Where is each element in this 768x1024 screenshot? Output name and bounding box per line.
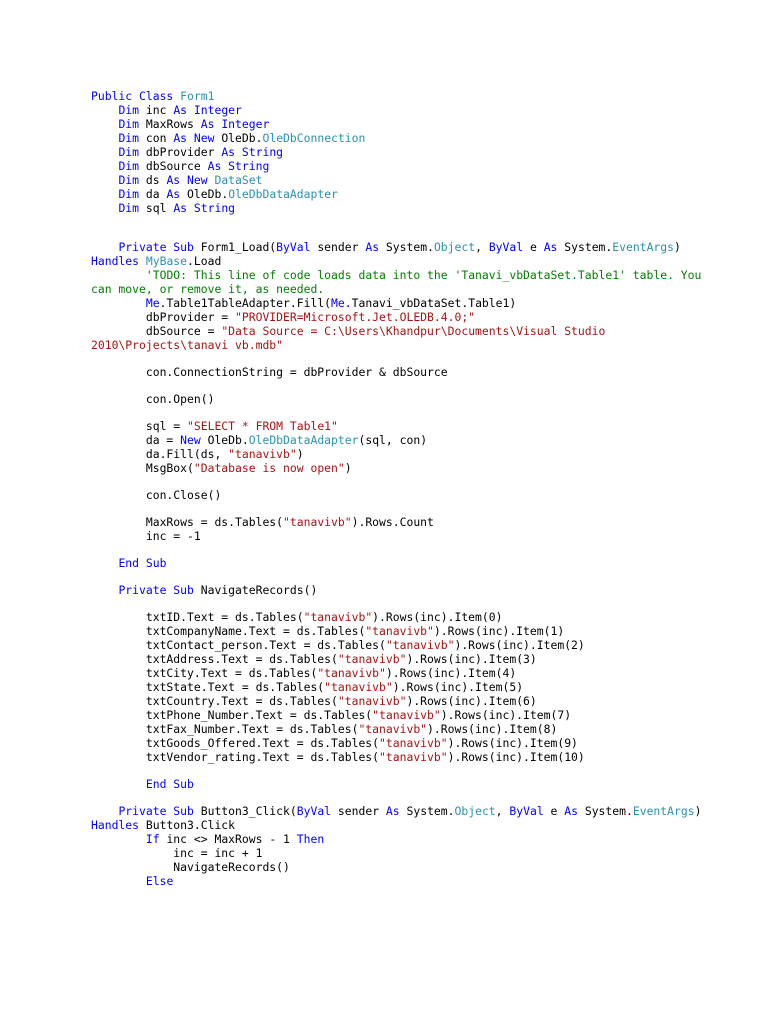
code-text: e xyxy=(543,804,565,818)
code-text: System. xyxy=(399,804,455,818)
code-keyword: As xyxy=(365,240,380,254)
code-type: Object xyxy=(454,804,496,818)
code-text: ).Rows(inc).Item(8) xyxy=(427,722,558,736)
code-text: Button3_Click( xyxy=(193,804,297,818)
code-text: txtFax_Number.Text = ds.Tables( xyxy=(91,722,359,736)
code-keyword: As String xyxy=(173,201,236,215)
code-text xyxy=(91,131,118,145)
code-line xyxy=(91,638,691,652)
code-line xyxy=(91,392,691,406)
code-line xyxy=(91,736,691,750)
code-string: 2010\Projects\tanavi vb.mdb" xyxy=(91,338,284,352)
code-text: .Table1TableAdapter.Fill( xyxy=(159,296,332,310)
code-keyword: Dim xyxy=(118,145,140,159)
code-type: EventArgs xyxy=(632,804,695,818)
code-text: con.ConnectionString = dbProvider & dbSource xyxy=(91,365,448,379)
code-line xyxy=(91,254,691,268)
code-text: da = xyxy=(91,433,181,447)
code-keyword: As xyxy=(543,240,558,254)
code-line xyxy=(91,529,691,543)
code-line xyxy=(91,583,691,597)
code-text xyxy=(91,874,146,888)
code-text: ) xyxy=(344,461,352,475)
code-keyword: ByVal xyxy=(276,240,311,254)
code-line xyxy=(91,201,691,215)
code-keyword: Private Sub xyxy=(118,804,194,818)
code-keyword: Dim xyxy=(118,187,140,201)
code-comment: 'TODO: This line of code loads data into the 'Tanavi_vbDataSet.Table1' table. You xyxy=(145,268,702,282)
code-type: EventArgs xyxy=(612,240,675,254)
code-line xyxy=(91,365,691,379)
code-comment: can move, or remove it, as needed. xyxy=(91,282,325,296)
code-line xyxy=(91,750,691,764)
code-text: txtGoods_Offered.Text = ds.Tables( xyxy=(91,736,380,750)
code-keyword: ByVal xyxy=(488,240,524,254)
code-text: dbProvider = xyxy=(91,310,236,324)
code-text xyxy=(91,777,146,791)
code-keyword: As xyxy=(166,187,181,201)
code-text: txtCountry.Text = ds.Tables( xyxy=(91,694,338,708)
code-text: sql xyxy=(139,201,174,215)
code-text xyxy=(91,173,118,187)
code-text: txtPhone_Number.Text = ds.Tables( xyxy=(91,708,373,722)
code-string: "tanavivb" xyxy=(358,722,428,736)
code-string: "SELECT * FROM Table1" xyxy=(187,419,338,433)
code-line xyxy=(91,103,691,117)
code-line xyxy=(91,846,691,860)
code-line xyxy=(91,282,691,296)
code-text: OleDb. xyxy=(180,187,229,201)
code-type: OleDbDataAdapter xyxy=(228,187,338,201)
code-type: MyBase xyxy=(145,254,188,268)
code-keyword: Dim xyxy=(118,131,140,145)
code-document xyxy=(91,89,702,888)
code-text: OleDb. xyxy=(200,433,249,447)
code-string: "tanavivb" xyxy=(372,708,441,722)
code-text: System. xyxy=(577,804,633,818)
code-text: ).Rows(inc).Item(6) xyxy=(406,694,537,708)
code-line xyxy=(91,818,691,832)
code-text xyxy=(91,268,146,282)
code-keyword: As String xyxy=(207,159,270,173)
code-text: ).Rows(inc).Item(7) xyxy=(440,708,572,722)
code-line xyxy=(91,187,691,201)
code-string: "PROVIDER=Microsoft.Jet.OLEDB.4.0;" xyxy=(235,310,476,324)
code-text: txtCity.Text = ds.Tables( xyxy=(91,666,318,680)
code-text: dbProvider xyxy=(139,145,222,159)
code-type: OleDbDataAdapter xyxy=(248,433,359,447)
code-keyword: Dim xyxy=(118,103,140,117)
code-string: "tanavivb" xyxy=(365,624,434,638)
code-line xyxy=(91,488,691,502)
code-text xyxy=(91,296,146,310)
code-keyword: Me xyxy=(145,296,160,310)
code-text xyxy=(91,117,118,131)
code-keyword: As New xyxy=(173,131,215,145)
code-text: sender xyxy=(310,240,366,254)
code-keyword: Dim xyxy=(118,201,140,215)
code-line xyxy=(91,610,691,624)
code-keyword: ByVal xyxy=(296,804,332,818)
code-keyword: Dim xyxy=(118,173,140,187)
code-text: ).Rows(inc).Item(10) xyxy=(447,750,585,764)
code-text: txtState.Text = ds.Tables( xyxy=(91,680,325,694)
code-keyword: New xyxy=(180,433,201,447)
code-text: txtID.Text = ds.Tables( xyxy=(91,610,304,624)
code-text: ).Rows(inc).Item(9) xyxy=(447,736,578,750)
code-text: Form1_Load( xyxy=(193,240,277,254)
code-text: ).Rows(inc).Item(5) xyxy=(392,680,524,694)
code-text: (sql, con) xyxy=(358,433,428,447)
code-type: OleDbConnection xyxy=(262,131,366,145)
code-line xyxy=(91,173,691,187)
code-text: txtVendor_rating.Text = ds.Tables( xyxy=(91,750,380,764)
code-text: NavigateRecords() xyxy=(91,860,290,874)
code-keyword: Me xyxy=(331,296,345,310)
code-line xyxy=(91,832,691,846)
code-text: MaxRows = ds.Tables( xyxy=(91,515,284,529)
code-text: da.Fill(ds, xyxy=(91,447,229,461)
code-text xyxy=(91,187,118,201)
code-keyword: Dim xyxy=(118,117,140,131)
code-keyword: As String xyxy=(221,145,284,159)
code-text: ) xyxy=(296,447,304,461)
code-keyword: Then xyxy=(296,832,325,846)
code-text: txtContact_person.Text = ds.Tables( xyxy=(91,638,386,652)
code-keyword: As xyxy=(564,804,578,818)
code-line xyxy=(91,324,691,338)
code-text: .Load xyxy=(187,254,222,268)
code-line xyxy=(91,874,691,888)
code-text: con xyxy=(139,131,174,145)
code-keyword: Private Sub xyxy=(118,583,194,597)
code-text: MaxRows xyxy=(139,117,201,131)
code-keyword: As New xyxy=(166,173,208,187)
code-line xyxy=(91,310,691,324)
code-type: Form1 xyxy=(180,89,215,103)
code-line xyxy=(91,624,691,638)
code-text: System. xyxy=(379,240,434,254)
code-text: da xyxy=(139,187,167,201)
code-line xyxy=(91,515,691,529)
code-text: con.Open() xyxy=(91,392,215,406)
code-keyword: End Sub xyxy=(145,777,194,791)
code-line xyxy=(91,296,691,310)
code-keyword: As Integer xyxy=(173,103,242,117)
code-keyword: Private Sub xyxy=(118,240,194,254)
code-line xyxy=(91,89,691,103)
code-text: dbSource xyxy=(139,159,208,173)
code-line xyxy=(91,240,691,254)
code-text: sender xyxy=(331,804,386,818)
code-text: ).Rows(inc).Item(2) xyxy=(454,638,585,652)
code-keyword: If xyxy=(145,832,160,846)
code-type: Object xyxy=(433,240,476,254)
code-text: Button3.Click xyxy=(139,818,236,832)
code-keyword: As Integer xyxy=(200,117,270,131)
code-line xyxy=(91,722,691,736)
code-keyword: Handles xyxy=(91,254,146,268)
code-text: ).Rows(inc).Item(4) xyxy=(385,666,517,680)
code-text: OleDb. xyxy=(214,131,263,145)
code-line xyxy=(91,433,691,447)
code-keyword: As xyxy=(385,804,400,818)
code-text: ).Rows(inc).Item(0) xyxy=(372,610,503,624)
code-type: DataSet xyxy=(214,173,263,187)
code-line xyxy=(91,145,691,159)
code-keyword: ByVal xyxy=(509,804,544,818)
code-line xyxy=(91,804,702,818)
code-text: con.Close() xyxy=(91,488,222,502)
code-text: sql = xyxy=(91,419,188,433)
code-string: "tanavivb" xyxy=(317,666,386,680)
code-line xyxy=(91,777,691,791)
code-text: .Tanavi_vbDataSet.Table1) xyxy=(344,296,517,310)
code-text: inc = inc + 1 xyxy=(91,846,263,860)
code-text: ) xyxy=(694,804,702,818)
code-line xyxy=(91,860,691,874)
code-keyword: Dim xyxy=(118,159,140,173)
code-string: "tanavivb" xyxy=(385,638,455,652)
code-text: ) xyxy=(674,240,681,254)
code-line xyxy=(91,131,691,145)
code-text xyxy=(91,583,118,597)
code-text xyxy=(91,832,146,846)
code-text: ds xyxy=(139,173,167,187)
code-text: ).Rows(inc).Item(1) xyxy=(433,624,565,638)
code-line xyxy=(91,117,691,131)
code-text: txtCompanyName.Text = ds.Tables( xyxy=(91,624,366,638)
code-string: "tanavivb" xyxy=(379,736,448,750)
code-text: MsgBox( xyxy=(91,461,194,475)
code-string: "tanavivb" xyxy=(337,652,407,666)
code-text: , xyxy=(495,804,510,818)
code-line xyxy=(91,159,691,173)
code-string: "tanavivb" xyxy=(324,680,393,694)
code-text: ).Rows.Count xyxy=(351,515,434,529)
code-line xyxy=(91,447,691,461)
code-text: ).Rows(inc).Item(3) xyxy=(406,652,537,666)
code-text: inc <> MaxRows - 1 xyxy=(159,832,297,846)
code-string: "Data Source = C:\Users\Khandpur\Documents\Visual Studio xyxy=(221,324,606,338)
code-line xyxy=(91,419,691,433)
code-text xyxy=(91,159,118,173)
code-string: "tanavivb" xyxy=(283,515,352,529)
code-line xyxy=(91,708,691,722)
code-line xyxy=(91,338,691,352)
code-line xyxy=(91,694,691,708)
code-text: NavigateRecords() xyxy=(193,583,318,597)
code-text: , xyxy=(475,240,489,254)
code-keyword: Public Class xyxy=(91,89,181,103)
code-line xyxy=(91,680,691,694)
code-text: System. xyxy=(557,240,613,254)
code-string: "Database is now open" xyxy=(193,461,345,475)
code-string: "tanavivb" xyxy=(303,610,373,624)
code-text: dbSource = xyxy=(91,324,222,338)
code-keyword: Else xyxy=(145,874,174,888)
code-keyword: Handles xyxy=(91,818,140,832)
code-text: e xyxy=(523,240,544,254)
code-text: inc = -1 xyxy=(91,529,201,543)
code-keyword: End Sub xyxy=(118,556,167,570)
code-text xyxy=(91,240,118,254)
code-text: txtAddress.Text = ds.Tables( xyxy=(91,652,338,666)
code-text: inc xyxy=(139,103,174,117)
code-text xyxy=(91,145,118,159)
code-line xyxy=(91,461,691,475)
code-text xyxy=(91,103,118,117)
code-string: "tanavivb" xyxy=(337,694,407,708)
code-text xyxy=(91,201,118,215)
code-text xyxy=(91,556,118,570)
code-text xyxy=(91,804,118,818)
code-string: "tanavivb" xyxy=(228,447,297,461)
code-line xyxy=(91,652,691,666)
code-line xyxy=(91,666,691,680)
code-line xyxy=(91,556,691,570)
code-string: "tanavivb" xyxy=(379,750,448,764)
code-line xyxy=(91,268,702,282)
